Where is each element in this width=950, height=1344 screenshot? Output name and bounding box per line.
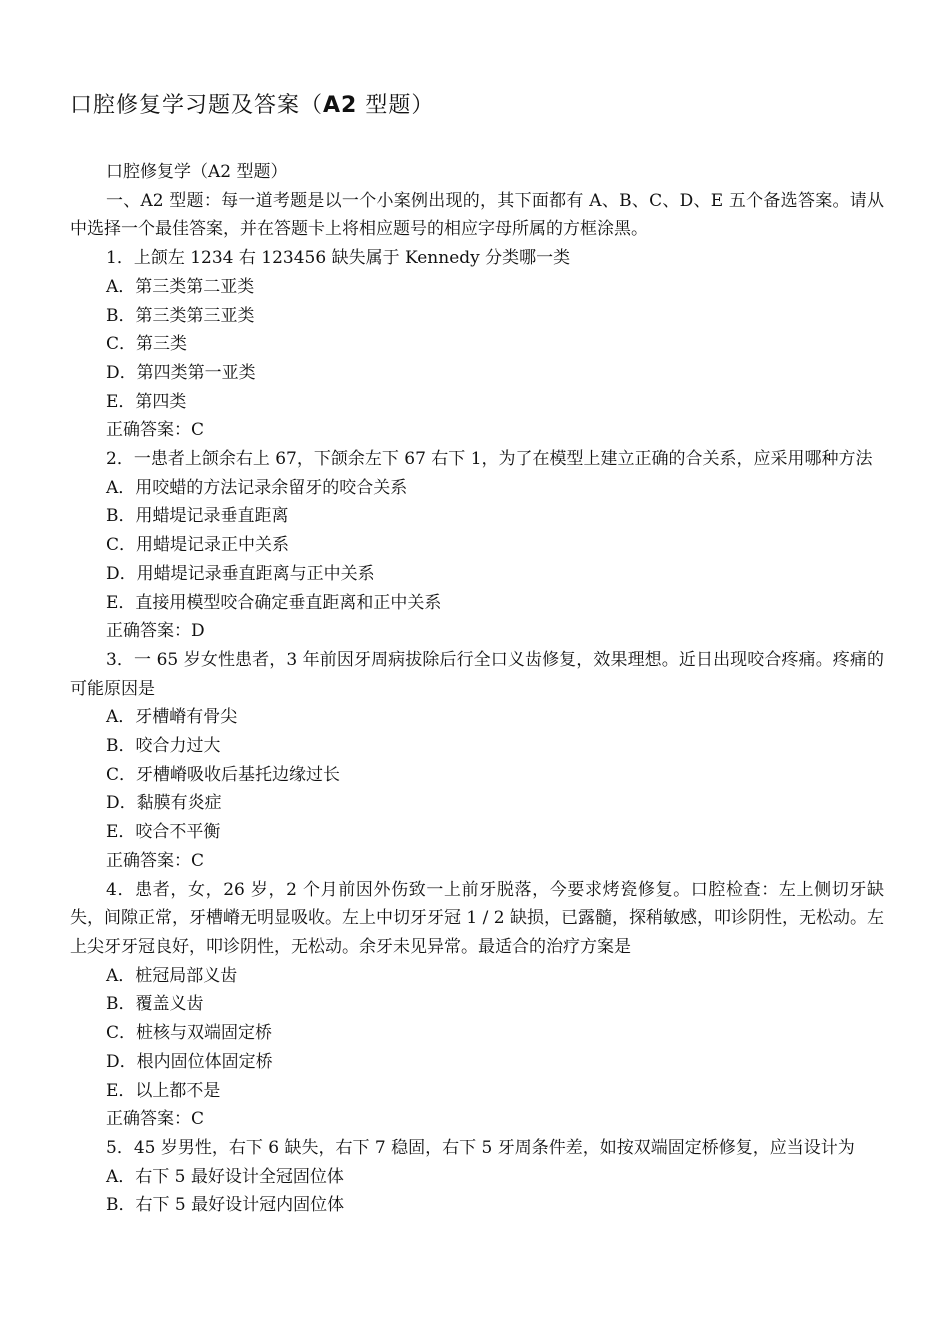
correct-answer: 正确答案：C (106, 420, 205, 441)
section-heading: 口腔修复学（A2 型题） (106, 162, 288, 182)
option-e: E．直接用模型咬合确定垂直距离和正中关系 (106, 592, 442, 613)
option-b: B．咬合力过大 (106, 736, 221, 757)
option-a: A．桩冠局部义齿 (106, 965, 238, 986)
option-a: A．右下 5 最好设计全冠固位体 (106, 1166, 344, 1187)
option-b: B．右下 5 最好设计冠内固位体 (106, 1195, 345, 1216)
option-c: C．牙槽嵴吸收后基托边缘过长 (106, 764, 341, 785)
option-d: D．第四类第一亚类 (106, 362, 256, 383)
option-d: D．根内固位体固定桥 (106, 1051, 273, 1072)
option-e: E．第四类 (106, 391, 187, 412)
option-c: C．桩核与双端固定桥 (106, 1023, 273, 1044)
question-3 (70, 646, 884, 876)
question-5 (70, 1134, 884, 1220)
question-stem: 3．一 65 岁女性患者，3 年前因牙周病拔除后行全口义齿修复，效果理想。近日出现咬合疼痛。疼痛的可能原因是 (70, 649, 884, 699)
option-a: A．第三类第二亚类 (106, 276, 255, 297)
option-c: C．用蜡堤记录正中关系 (106, 535, 290, 556)
title-prefix: 口腔修复学习题及答案（ (70, 93, 324, 118)
question-4 (70, 876, 884, 1134)
question-stem: 1．上颌左 1234 右 123456 缺失属于 Kennedy 分类哪一类 (106, 248, 571, 269)
option-c: C．第三类 (106, 334, 188, 355)
document-title (70, 90, 434, 122)
correct-answer: 正确答案：C (106, 1109, 205, 1130)
option-b: B．用蜡堤记录垂直距离 (106, 506, 289, 527)
option-e: E．咬合不平衡 (106, 822, 221, 843)
option-d: D．黏膜有炎症 (106, 793, 222, 814)
correct-answer: 正确答案：C (106, 850, 205, 871)
question-stem: 2．一患者上颌余右上 67，下颌余左下 67 右下 1，为了在模型上建立正确的合关系，应采用哪种方法 (106, 449, 873, 470)
option-b: B．覆盖义齿 (106, 994, 204, 1015)
option-a: A．用咬蜡的方法记录余留牙的咬合关系 (106, 477, 408, 498)
title-bold-part: A2 (323, 93, 358, 118)
correct-answer: 正确答案：D (106, 621, 205, 642)
option-d: D．用蜡堤记录垂直距离与正中关系 (106, 563, 375, 584)
question-1 (70, 244, 884, 445)
question-2 (70, 445, 884, 646)
option-a: A．牙槽嵴有骨尖 (106, 707, 238, 728)
question-stem: 4．患者，女，26 岁，2 个月前因外伤致一上前牙脱落，今要求烤瓷修复。口腔检查：左上侧切牙缺失，间隙正常，牙槽嵴无明显吸收。左上中切牙牙冠 1 / 2 缺损，已露髓，探稍敏感，叩诊阴性，无松动。左上尖牙牙冠良好，叩诊阴性，无松动。余牙未见异常。最适合的治疗方案是 (70, 879, 884, 957)
option-b: B．第三类第三亚类 (106, 305, 255, 326)
instructions-paragraph: 一、A2 型题：每一道考题是以一个小案例出现的，其下面都有 A、B、C、D、E 五个备选答案。请从中选择一个最佳答案，并在答题卡上将相应题号的相应字母所属的方框涂黑。 (70, 190, 884, 240)
title-suffix: 型题） (357, 93, 435, 118)
question-stem: 5．45 岁男性，右下 6 缺失，右下 7 稳固，右下 5 牙周条件差，如按双端固定桥修复，应当设计为 (106, 1137, 855, 1158)
option-e: E．以上都不是 (106, 1080, 221, 1101)
document-body (70, 158, 884, 1220)
